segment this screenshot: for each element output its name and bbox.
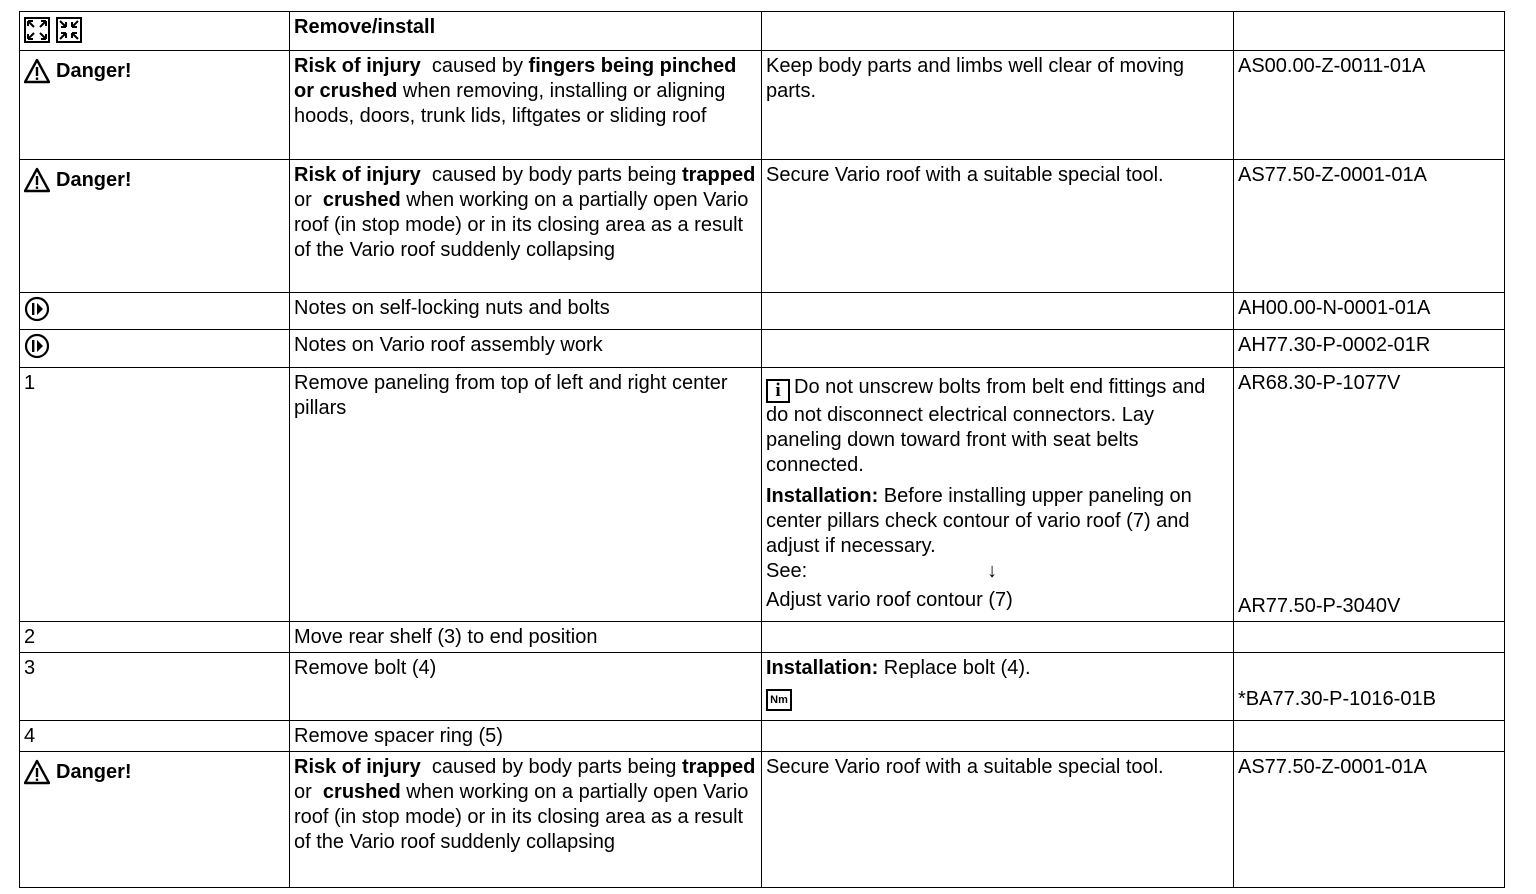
danger-remedy: Secure Vario roof with a suitable special tool. — [762, 160, 1234, 293]
step-row-3 — [20, 653, 1505, 721]
danger-row-2 — [20, 160, 1505, 293]
danger-label: Danger! — [56, 168, 132, 191]
note-text: Notes on Vario roof assembly work — [290, 330, 762, 368]
reference-link[interactable]: AR68.30-P-1077V — [1238, 372, 1401, 394]
body-text: or — [294, 756, 761, 803]
emphasis-text: fingers being pinched or crushed — [294, 55, 742, 102]
danger-label: Danger! — [56, 59, 132, 82]
warning-triangle-icon — [24, 167, 50, 193]
danger-row-1 — [20, 51, 1505, 160]
emphasis-text: Risk of injury — [294, 55, 421, 77]
danger-label: Danger! — [56, 760, 132, 783]
emphasis-text: Risk of injury — [294, 756, 421, 778]
reference-link[interactable]: *BA77.30-P-1016-01B — [1238, 688, 1436, 710]
step-text: Move rear shelf (3) to end position — [290, 622, 762, 653]
see-label: See: — [766, 560, 808, 582]
body-text: caused by body parts being — [420, 756, 682, 778]
danger-remedy: Secure Vario roof with a suitable special tool. — [762, 752, 1234, 888]
installation-text: Before installing upper paneling on center pillars check contour of vario roof (7) and adjust if necessary. — [766, 485, 1192, 557]
reference-link[interactable]: AH00.00-N-0001-01A — [1234, 293, 1505, 330]
body-text: when working on a partially open Vario roof (in stop mode) or in its closing area as a result of the Vario roof suddenly collapsing — [294, 781, 754, 853]
body-text: caused by — [420, 55, 529, 77]
note-icon — [24, 333, 50, 359]
step-number: 1 — [20, 368, 290, 622]
danger-text — [290, 752, 762, 888]
info-icon: i — [766, 379, 790, 403]
emphasis-text: trapped — [681, 164, 756, 186]
procedure-table — [19, 11, 1505, 888]
danger-row-3 — [20, 752, 1505, 888]
step-row-2 — [20, 622, 1505, 653]
step-number: 4 — [20, 721, 290, 752]
step-number: 2 — [20, 622, 290, 653]
danger-remedy: Keep body parts and limbs well clear of moving parts. — [762, 51, 1234, 160]
note-text: Notes on self-locking nuts and bolts — [290, 293, 762, 330]
reference-link[interactable]: AS00.00-Z-0011-01A — [1234, 51, 1505, 160]
reference-link[interactable]: AS77.50-Z-0001-01A — [1234, 752, 1505, 888]
see-link[interactable]: Adjust vario roof contour (7) — [766, 589, 1013, 611]
header-row — [20, 12, 1505, 51]
reference-link[interactable]: AH77.30-P-0002-01R — [1234, 330, 1505, 368]
note-row-1 — [20, 293, 1505, 330]
body-text: when removing, installing or aligning hoods, doors, trunk lids, liftgates or sliding roof — [294, 80, 731, 127]
body-text: when working on a partially open Vario roof (in stop mode) or in its closing area as a result of the Vario roof suddenly collapsing — [294, 189, 754, 261]
header-icons-cell — [20, 12, 290, 51]
emphasis-text: crushed — [322, 781, 401, 803]
step-text: Remove spacer ring (5) — [290, 721, 762, 752]
body-text: or — [294, 164, 761, 211]
note-row-2 — [20, 330, 1505, 368]
body-text: caused by body parts being — [420, 164, 682, 186]
arrow-down-icon: ↓ — [987, 560, 998, 582]
danger-text — [290, 51, 762, 160]
step-number: 3 — [20, 653, 290, 721]
step-text: Remove paneling from top of left and right center pillars — [290, 368, 762, 622]
danger-text — [290, 160, 762, 293]
emphasis-text: Risk of injury — [294, 164, 421, 186]
step-text: Remove bolt (4) — [290, 653, 762, 721]
header-title: Remove/install — [290, 12, 762, 51]
step-details — [762, 653, 1234, 721]
torque-nm-icon[interactable]: Nm — [766, 689, 792, 711]
expand-icon[interactable] — [24, 17, 50, 43]
collapse-icon[interactable] — [56, 17, 82, 43]
installation-text: Replace bolt (4). — [883, 657, 1031, 679]
warning-triangle-icon — [24, 759, 50, 785]
installation-label: Installation: — [766, 657, 879, 679]
note-icon — [24, 296, 50, 322]
step-details — [762, 368, 1234, 622]
reference-link[interactable]: AS77.50-Z-0001-01A — [1234, 160, 1505, 293]
emphasis-text: trapped — [681, 756, 756, 778]
warning-triangle-icon — [24, 58, 50, 84]
info-text: Do not unscrew bolts from belt end fittings and do not disconnect electrical connectors. Lay paneling down toward front with seat belts connected. — [766, 376, 1206, 476]
reference-link[interactable]: AR77.50-P-3040V — [1238, 595, 1401, 617]
installation-label: Installation: — [766, 485, 879, 507]
emphasis-text: crushed — [322, 189, 401, 211]
step-row-4 — [20, 721, 1505, 752]
step-row-1 — [20, 368, 1505, 622]
